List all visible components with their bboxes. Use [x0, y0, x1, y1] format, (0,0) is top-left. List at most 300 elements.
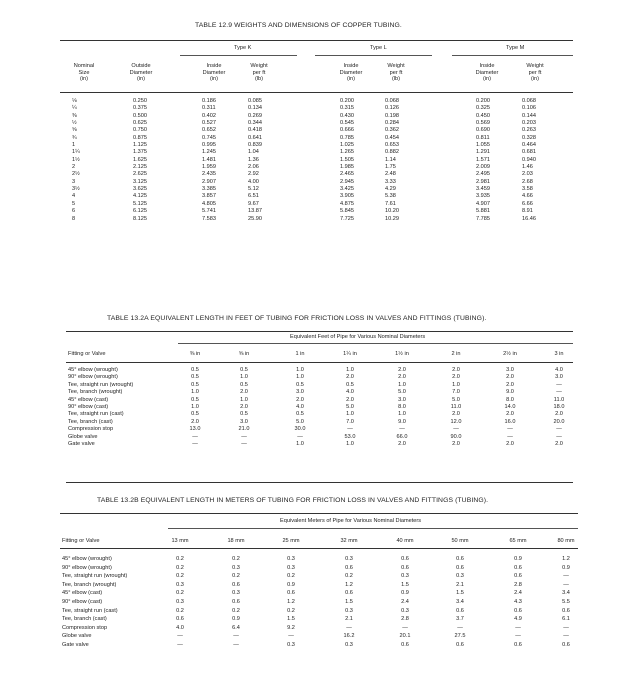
table-13-2b-top-rule: [60, 513, 578, 514]
table-cell: —: [515, 633, 521, 640]
table-cell: 2.4: [401, 598, 409, 605]
table-column: [164, 555, 196, 650]
table-cell: 0.375: [133, 105, 147, 112]
table-column: [72, 98, 112, 223]
table-cell: 0.690: [476, 127, 490, 134]
table-cell: Tee, branch (wrought): [62, 581, 117, 588]
table-cell: 2.0: [191, 418, 199, 425]
table-cell: 0.652: [202, 127, 216, 134]
table-cell: 0.198: [385, 112, 399, 119]
size-header: ⅝ in: [238, 351, 250, 357]
table-cell: 4.66: [522, 193, 533, 200]
table-cell: 2½: [72, 171, 80, 178]
table-cell: 0.681: [522, 149, 536, 156]
table-cell: 7.0: [346, 418, 354, 425]
table-cell: 2.8: [514, 581, 522, 588]
table-13-2b-label-header: Fitting or Valve: [62, 538, 100, 544]
table-cell: 2.8: [401, 616, 409, 623]
column-header: Inside Diameter (in): [339, 63, 363, 83]
table-column: [476, 98, 516, 223]
table-cell: 7.583: [202, 215, 216, 222]
table-cell: Compression stop: [62, 624, 108, 631]
table-cell: —: [515, 624, 521, 631]
table-cell: 1.5: [401, 581, 409, 588]
table-cell: 0.3: [401, 607, 409, 614]
table-cell: Tee, straight run (cast): [62, 607, 118, 614]
table-cell: 45° elbow (wrought): [68, 367, 118, 373]
table-cell: 0.344: [248, 120, 262, 127]
group-type-l: Type L: [370, 45, 387, 51]
table-cell: 9.2: [287, 624, 295, 631]
table-cell: 1.481: [202, 156, 216, 163]
table-cell: 0.3: [287, 556, 295, 562]
size-header: 80 mm: [557, 538, 575, 544]
table-cell: 5.845: [340, 208, 354, 215]
table-cell: 0.3: [345, 641, 353, 648]
table-cell: 2.92: [248, 171, 259, 178]
table-cell: 7.785: [476, 215, 490, 222]
table-cell: 0.6: [456, 641, 464, 648]
table-cell: ⅜: [72, 112, 77, 119]
table-cell: 6: [72, 208, 76, 215]
table-column: [133, 98, 173, 223]
table-cell: 0.134: [248, 105, 262, 112]
table-cell: 0.2: [176, 573, 184, 580]
table-cell: 1¼: [72, 149, 80, 156]
table-cell: 3.385: [202, 186, 216, 193]
table-13-2b-span-rule: [168, 528, 578, 529]
table-cell: 0.068: [385, 98, 399, 104]
table-cell: 8: [72, 215, 76, 222]
table-cell: 0.569: [476, 120, 490, 127]
table-cell: 10.29: [385, 215, 399, 222]
table-cell: 2.0: [506, 440, 514, 447]
table-cell: 0.6: [401, 641, 409, 648]
table-cell: 0.263: [522, 127, 536, 134]
table-cell: 90° elbow (cast): [68, 403, 109, 410]
table-cell: 0.5: [240, 411, 248, 418]
table-cell: 16.0: [504, 418, 516, 425]
table-cell: 0.2: [176, 607, 184, 614]
table-cell: 0.3: [345, 607, 353, 614]
table-cell: 0.6: [456, 556, 464, 562]
table-cell: 0.6: [514, 641, 522, 648]
table-cell: 0.811: [476, 134, 490, 141]
table-cell: 0.418: [248, 127, 262, 134]
table-cell: 0.6: [345, 564, 353, 571]
table-cell: 0.2: [232, 573, 240, 580]
fitting-labels: [62, 555, 172, 650]
table-cell: 18.0: [553, 403, 565, 410]
table-cell: 2.0: [346, 396, 354, 403]
table-cell: 0.126: [385, 105, 399, 112]
table-cell: 2.0: [398, 374, 406, 381]
table-cell: —: [457, 624, 463, 631]
table-cell: 1.571: [476, 156, 490, 163]
table-cell: 1: [72, 142, 76, 149]
table-cell: 66.0: [396, 433, 408, 440]
table-cell: 0.9: [562, 564, 570, 571]
table-cell: 2.0: [346, 374, 354, 381]
table-cell: 0.6: [287, 590, 295, 597]
table-cell: 0.995: [202, 142, 216, 149]
table-cell: 2.0: [506, 381, 514, 388]
table-cell: 1.2: [345, 581, 353, 588]
table-cell: 5.12: [248, 186, 259, 193]
table-cell: 3.625: [133, 186, 147, 193]
table-cell: 0.6: [562, 641, 570, 648]
table-cell: 3.4: [562, 590, 570, 597]
table-cell: 2.68: [522, 178, 533, 185]
table-cell: —: [297, 433, 303, 440]
table-cell: —: [563, 573, 569, 580]
group-rule-m: [452, 55, 573, 56]
table-cell: 5.741: [202, 208, 216, 215]
table-cell: 1.04: [248, 149, 259, 156]
table-cell: 0.402: [202, 112, 216, 119]
table-cell: 8.0: [506, 396, 514, 403]
group-type-k: Type K: [234, 45, 252, 51]
table-cell: ⅛: [72, 98, 77, 104]
table-cell: 1.36: [248, 156, 259, 163]
table-cell: 0.3: [287, 641, 295, 648]
table-cell: 0.3: [176, 581, 184, 588]
column-header: Nominal Size (in): [73, 63, 95, 83]
table-cell: 0.6: [176, 616, 184, 623]
table-cell: Tee, straight run (cast): [68, 411, 124, 418]
table-cell: 1.0: [398, 381, 406, 388]
table-cell: 1.625: [133, 156, 147, 163]
table-cell: 0.2: [232, 607, 240, 614]
table-cell: 1.0: [240, 374, 248, 381]
table-cell: 2.0: [296, 396, 304, 403]
table-cell: 0.3: [232, 590, 240, 597]
table-cell: 1.125: [133, 142, 147, 149]
table-cell: 1.0: [346, 440, 354, 447]
table-cell: 11.0: [553, 396, 565, 403]
table-cell: 0.6: [514, 564, 522, 571]
table-cell: 1.0: [191, 389, 199, 396]
table-cell: —: [241, 440, 247, 447]
table-cell: 1.0: [346, 411, 354, 418]
table-cell: 1.5: [287, 616, 295, 623]
table-cell: 2.03: [522, 171, 533, 178]
table-cell: 0.500: [133, 112, 147, 119]
table-cell: 0.3: [401, 573, 409, 580]
table-cell: 12.0: [450, 418, 462, 425]
table-cell: 0.325: [476, 105, 490, 112]
table-column: [220, 555, 252, 650]
table-column: [335, 367, 365, 448]
table-cell: 90° elbow (wrought): [68, 374, 118, 381]
table-column: [441, 367, 471, 448]
table-cell: 2.0: [506, 411, 514, 418]
table-cell: 5.38: [385, 193, 396, 200]
table-cell: 3½: [72, 186, 80, 193]
table-cell: 0.106: [522, 105, 536, 112]
column-header: Inside Diameter (in): [475, 63, 499, 83]
table-cell: 2.0: [452, 440, 460, 447]
table-cell: 20.1: [399, 633, 411, 640]
table-cell: 0.085: [248, 98, 262, 104]
table-cell: 2.495: [476, 171, 490, 178]
table-cell: 0.6: [456, 564, 464, 571]
table-cell: 1.055: [476, 142, 490, 149]
table-cell: 0.875: [133, 134, 147, 141]
table-cell: 1.025: [340, 142, 354, 149]
table-cell: 2.0: [452, 411, 460, 418]
size-header: 32 mm: [340, 538, 358, 544]
table-cell: 1.2: [562, 556, 570, 562]
table-cell: 0.6: [345, 590, 353, 597]
size-header: 40 mm: [396, 538, 414, 544]
table-cell: 2.1: [456, 581, 464, 588]
table-cell: 0.839: [248, 142, 262, 149]
table-cell: 1.0: [296, 374, 304, 381]
table-cell: 3.125: [133, 178, 147, 185]
table-cell: 2.0: [555, 440, 563, 447]
table-cell: 7.0: [452, 389, 460, 396]
table-cell: —: [288, 633, 294, 640]
table-13-2a-header-rule: [66, 362, 573, 363]
table-cell: 2.0: [452, 374, 460, 381]
table-cell: —: [233, 633, 239, 640]
table-column: [495, 367, 525, 448]
table-column: [550, 555, 582, 650]
table-cell: 90° elbow (cast): [62, 598, 103, 605]
table-column: [387, 367, 417, 448]
table-cell: 0.6: [514, 573, 522, 580]
table-cell: 2.625: [133, 171, 147, 178]
table-cell: 6.125: [133, 208, 147, 215]
table-cell: 11.0: [450, 403, 462, 410]
table-cell: 9.0: [506, 389, 514, 396]
table-cell: 2: [72, 164, 76, 171]
table-cell: 4.0: [346, 389, 354, 396]
table-cell: 3.459: [476, 186, 490, 193]
table-cell: 0.6: [456, 607, 464, 614]
table-cell: 1.985: [340, 164, 354, 171]
table-cell: 2.0: [506, 374, 514, 381]
table-13-2a-span-header: Equivalent Feet of Pipe for Various Nominal Diameters: [290, 334, 426, 340]
table-cell: 1.265: [340, 149, 354, 156]
table-cell: 0.3: [232, 564, 240, 571]
size-header: 25 mm: [282, 538, 300, 544]
table-cell: 0.5: [191, 411, 199, 418]
column-header: Weight per ft (in): [526, 63, 544, 83]
table-cell: 1.0: [398, 411, 406, 418]
table-cell: 3.425: [340, 186, 354, 193]
table-cell: 2.0: [398, 367, 406, 373]
table-12-9-top-rule: [60, 40, 573, 41]
table-cell: 0.284: [385, 120, 399, 127]
size-header: 3 in: [554, 351, 564, 357]
group-type-m: Type M: [506, 45, 525, 51]
table-cell: Tee, branch (wrought): [68, 389, 123, 396]
table-cell: 4: [72, 193, 76, 200]
table-cell: 2.1: [345, 616, 353, 623]
table-cell: 3.33: [385, 178, 396, 185]
table-cell: —: [347, 426, 353, 433]
table-cell: 30.0: [294, 426, 306, 433]
table-cell: 3: [72, 178, 76, 185]
table-cell: 3.0: [555, 374, 563, 381]
table-column: [502, 555, 534, 650]
table-cell: 7.725: [340, 215, 354, 222]
table-cell: Globe valve: [62, 633, 92, 640]
table-cell: ½: [72, 120, 77, 127]
size-header: 1¼ in: [343, 351, 357, 357]
table-cell: 0.3: [176, 598, 184, 605]
size-header: 1½ in: [395, 351, 409, 357]
column-header: Weight per ft (lb): [387, 63, 405, 83]
table-cell: 0.9: [232, 616, 240, 623]
table-cell: 90.0: [450, 433, 462, 440]
table-13-2b-header-rule: [60, 548, 578, 549]
table-column: [248, 98, 288, 223]
table-cell: 3.7: [456, 616, 464, 623]
table-cell: 10.20: [385, 208, 399, 215]
size-header: 2½ in: [503, 351, 517, 357]
table-cell: —: [556, 389, 562, 396]
table-cell: 0.653: [385, 142, 399, 149]
size-header: 18 mm: [227, 538, 245, 544]
table-cell: 0.5: [296, 381, 304, 388]
table-cell: 45° elbow (cast): [68, 396, 109, 403]
table-cell: Gate valve: [68, 440, 95, 447]
table-column: [333, 555, 365, 650]
table-cell: 5: [72, 200, 76, 207]
table-cell: 2.4: [514, 590, 522, 597]
table-cell: 0.6: [401, 556, 409, 562]
table-cell: 45° elbow (cast): [62, 590, 103, 597]
table-cell: 45° elbow (wrought): [62, 556, 112, 562]
table-cell: 5.5: [562, 598, 570, 605]
table-cell: —: [192, 440, 198, 447]
table-cell: 6.66: [522, 200, 533, 207]
table-cell: 1.0: [296, 440, 304, 447]
table-13-2a-top-rule: [66, 331, 573, 332]
table-cell: 0.745: [202, 134, 216, 141]
table-cell: 6.4: [232, 624, 240, 631]
table-cell: —: [563, 581, 569, 588]
table-cell: 3.0: [296, 389, 304, 396]
table-cell: 0.545: [340, 120, 354, 127]
table-cell: 3.58: [522, 186, 533, 193]
table-cell: 0.186: [202, 98, 216, 104]
table-cell: 0.2: [232, 556, 240, 562]
table-cell: 8.91: [522, 208, 533, 215]
table-cell: 0.315: [340, 105, 354, 112]
table-cell: —: [556, 381, 562, 388]
table-cell: —: [177, 641, 183, 648]
table-column: [275, 555, 307, 650]
table-cell: 1.0: [346, 367, 354, 373]
table-cell: 0.5: [191, 381, 199, 388]
table-cell: 5.881: [476, 208, 490, 215]
table-cell: 2.907: [202, 178, 216, 185]
table-cell: Gate valve: [62, 641, 89, 648]
table-cell: 16.46: [522, 215, 536, 222]
table-cell: 0.2: [287, 607, 295, 614]
table-13-2a-span-rule: [178, 343, 573, 344]
table-cell: 13.0: [189, 426, 201, 433]
table-cell: 4.0: [555, 367, 563, 373]
table-cell: —: [563, 624, 569, 631]
table-cell: 0.6: [232, 598, 240, 605]
table-cell: 1.375: [133, 149, 147, 156]
table-13-2a-label-header: Fitting or Valve: [68, 351, 106, 357]
column-header: Weight per ft (lb): [250, 63, 268, 83]
table-cell: ⅝: [72, 127, 77, 134]
table-column: [444, 555, 476, 650]
table-cell: 3.0: [398, 396, 406, 403]
table-cell: 2.009: [476, 164, 490, 171]
table-cell: 1.75: [385, 164, 396, 171]
table-13-2b-span-header: Equivalent Meters of Pipe for Various Nominal Diameters: [280, 518, 422, 524]
table-cell: 0.940: [522, 156, 536, 163]
table-cell: 4.29: [385, 186, 396, 193]
table-cell: 0.450: [476, 112, 490, 119]
size-header: 50 mm: [451, 538, 469, 544]
table-cell: 2.0: [240, 403, 248, 410]
table-cell: 2.0: [452, 367, 460, 373]
table-cell: 0.5: [191, 367, 199, 373]
table-column: [180, 367, 210, 448]
table-cell: 0.203: [522, 120, 536, 127]
table-cell: 4.907: [476, 200, 490, 207]
table-cell: 2.06: [248, 164, 259, 171]
table-cell: 0.2: [176, 590, 184, 597]
table-cell: 1.505: [340, 156, 354, 163]
table-cell: 0.311: [202, 105, 216, 112]
table-cell: 0.2: [176, 564, 184, 571]
table-cell: 5.0: [346, 403, 354, 410]
table-cell: 14.0: [504, 403, 516, 410]
table-column: [522, 98, 562, 223]
table-cell: 3.905: [340, 193, 354, 200]
table-cell: 5.0: [296, 418, 304, 425]
table-cell: 0.200: [340, 98, 354, 104]
table-cell: 0.5: [346, 381, 354, 388]
table-cell: 0.3: [345, 556, 353, 562]
size-header: 2 in: [451, 351, 461, 357]
table-cell: 2.0: [398, 440, 406, 447]
table-cell: 2.435: [202, 171, 216, 178]
table-cell: 1.2: [287, 598, 295, 605]
table-cell: 1.5: [456, 590, 464, 597]
table-column: [285, 367, 315, 448]
table-cell: —: [402, 624, 408, 631]
table-cell: 1.291: [476, 149, 490, 156]
table-cell: 3.935: [476, 193, 490, 200]
table-cell: 4.125: [133, 193, 147, 200]
table-cell: 8.0: [398, 403, 406, 410]
table-cell: 0.362: [385, 127, 399, 134]
size-header: 1 in: [295, 351, 305, 357]
table-13-2a-title: TABLE 13.2A EQUIVALENT LENGTH IN FEET OF TUBING FOR FRICTION LOSS IN VALVES AND FITTINGS (TUBING).: [107, 315, 487, 322]
table-cell: 0.2: [176, 556, 184, 562]
table-column: [340, 98, 380, 223]
column-header: Inside Diameter (in): [202, 63, 226, 83]
table-cell: Tee, branch (cast): [68, 418, 113, 425]
table-cell: —: [556, 426, 562, 433]
table-column: [202, 98, 242, 223]
table-cell: 1.5: [345, 598, 353, 605]
table-cell: 0.5: [296, 411, 304, 418]
table-cell: 27.5: [454, 633, 466, 640]
table-cell: 3.0: [240, 418, 248, 425]
